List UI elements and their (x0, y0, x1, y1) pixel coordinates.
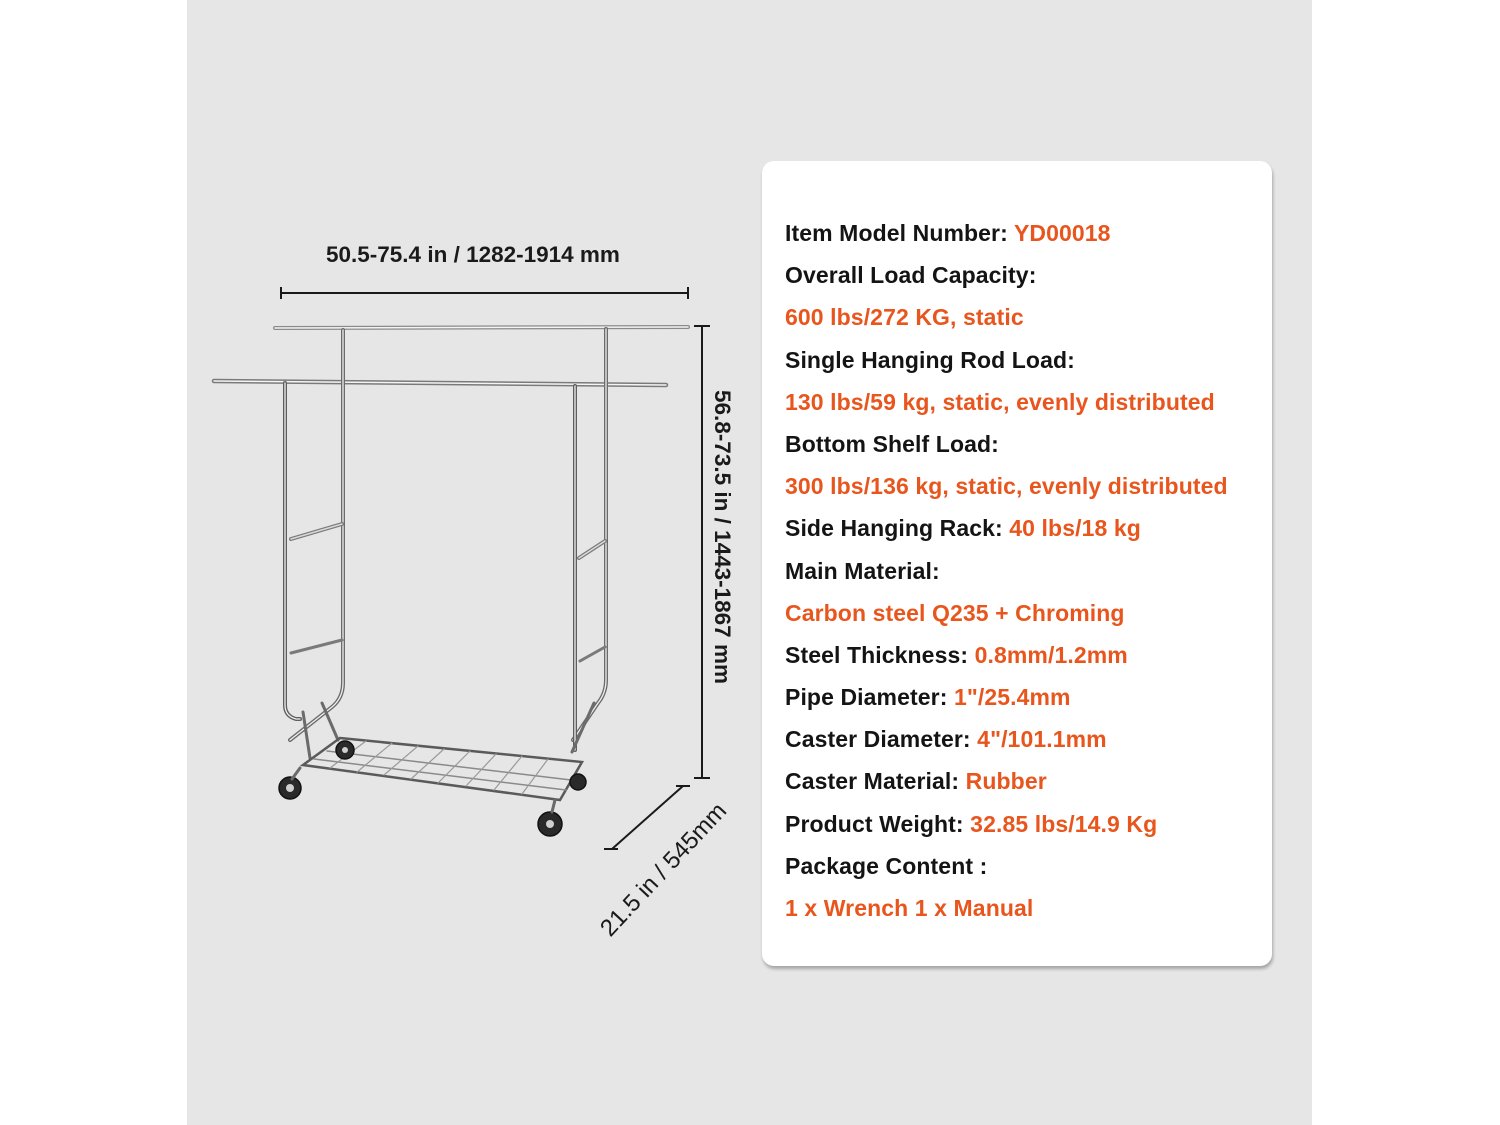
spec-material-value (785, 592, 1228, 634)
spec-shelf-load-value (785, 465, 1228, 507)
spec-package-value (785, 887, 1228, 929)
spec-caster-diameter (785, 718, 1228, 760)
dimension-lines (281, 287, 710, 849)
spec-label: Single Hanging Rod Load: (785, 346, 1075, 373)
spec-rod-load-value (785, 381, 1228, 423)
garment-rack-icon (214, 327, 688, 836)
spec-label: Overall Load Capacity: (785, 262, 1037, 289)
spec-value: 600 lbs/272 KG, static (785, 304, 1024, 331)
spec-label: Pipe Diameter: (785, 684, 954, 711)
spec-label: Bottom Shelf Load: (785, 430, 999, 457)
spec-label: Caster Diameter: (785, 726, 978, 753)
width-dimension-label: 50.5-75.4 in / 1282-1914 mm (326, 242, 620, 267)
spec-label: Side Hanging Rack: (785, 515, 1010, 542)
spec-label: Steel Thickness: (785, 641, 975, 668)
spec-list (785, 212, 1228, 929)
spec-overall-load-value (785, 296, 1228, 338)
depth-dimension-label: 21.5 in / 545mm (595, 797, 733, 942)
spec-value: Rubber (965, 768, 1047, 795)
spec-label: Package Content : (785, 852, 988, 879)
spec-label: Item Model Number: (785, 220, 1014, 246)
spec-steel-thickness (785, 634, 1228, 676)
spec-label: Caster Material: (785, 768, 966, 795)
spec-value: YD00018 (1013, 220, 1111, 246)
spec-label: Product Weight: (785, 810, 971, 837)
spec-overall-load-label (785, 254, 1228, 296)
spec-value: 4"/101.1mm (977, 726, 1107, 753)
spec-value: 1"/25.4mm (953, 684, 1071, 711)
spec-value: 32.85 lbs/14.9 Kg (970, 810, 1158, 837)
spec-value: 0.8mm/1.2mm (974, 641, 1128, 668)
height-dimension-label: 56.8-73.5 in / 1443-1867 mm (710, 390, 735, 684)
spec-label: Main Material: (785, 557, 940, 584)
spec-shelf-load-label (785, 423, 1228, 465)
spec-material-label (785, 550, 1228, 592)
spec-value: 1 x Wrench 1 x Manual (785, 895, 1034, 921)
spec-pipe-diameter (785, 676, 1228, 718)
spec-product-weight (785, 803, 1228, 845)
spec-side-rack (785, 507, 1228, 549)
spec-value: 40 lbs/18 kg (1009, 515, 1141, 542)
spec-caster-material (785, 760, 1228, 802)
spec-value: Carbon steel Q235 + Chroming (785, 599, 1125, 626)
spec-package-label (785, 845, 1228, 887)
spec-rod-load-label (785, 339, 1228, 381)
spec-model-number (785, 212, 1228, 254)
spec-value: 300 lbs/136 kg, static, evenly distributed (785, 473, 1228, 500)
spec-value: 130 lbs/59 kg, static, evenly distributed (785, 388, 1215, 415)
